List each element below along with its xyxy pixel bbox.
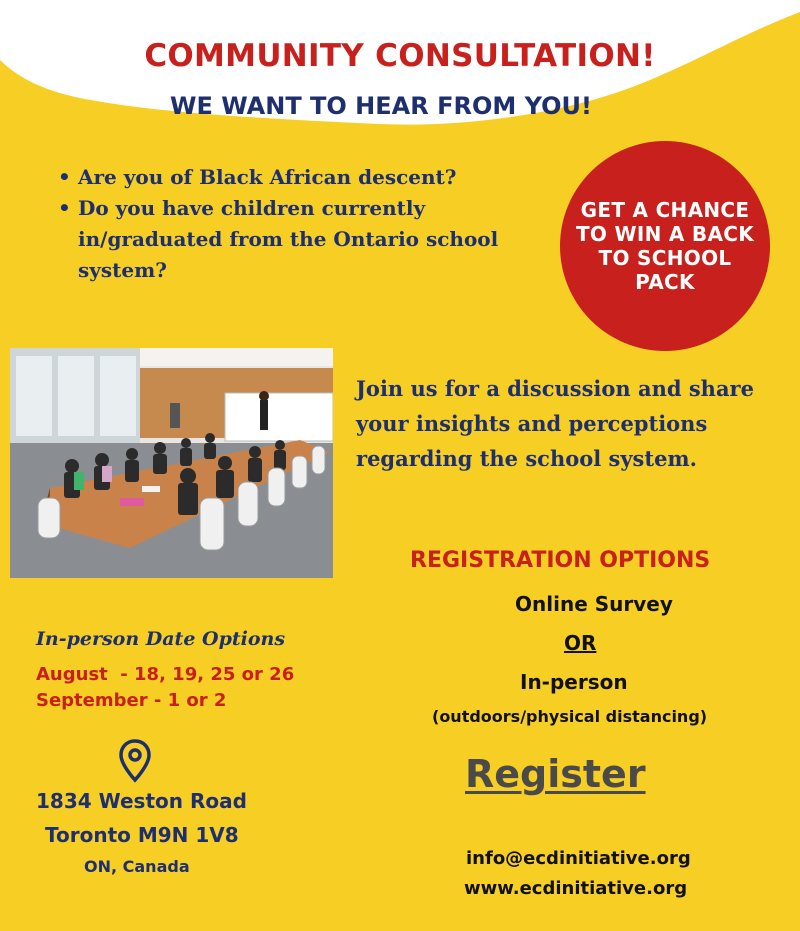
meeting-photo <box>10 348 333 578</box>
option-in-person: In-person <box>520 670 628 694</box>
question-list <box>58 162 558 286</box>
subheadline: WE WANT TO HEAR FROM YOU! <box>170 92 592 120</box>
contact-website[interactable]: www.ecdinitiative.org <box>464 878 688 899</box>
prize-text: GET A CHANCE TO WIN A BACK TO SCHOOL PACK <box>575 198 755 294</box>
option-separator: OR <box>564 631 597 655</box>
contact-email[interactable]: info@ecdinitiative.org <box>466 848 691 869</box>
map-pin-icon <box>117 738 153 784</box>
option-note: (outdoors/physical distancing) <box>432 707 708 726</box>
dates-september: September - 1 or 2 <box>36 690 227 711</box>
registration-heading: REGISTRATION OPTIONS <box>410 548 711 573</box>
question-item: • Are you of Black African descent? <box>58 162 558 193</box>
question-item: • Do you have children currently in/graduated from the Ontario school system? <box>58 193 558 286</box>
meeting-room-illustration <box>10 348 333 578</box>
dates-heading: In-person Date Options <box>36 628 286 650</box>
address-province: ON, Canada <box>84 857 190 876</box>
address-street: 1834 Weston Road <box>36 789 247 813</box>
address-city: Toronto M9N 1V8 <box>45 823 239 847</box>
register-link[interactable]: Register <box>465 752 646 796</box>
prize-badge <box>560 141 770 351</box>
dates-august: August - 18, 19, 25 or 26 <box>36 664 295 685</box>
headline: COMMUNITY CONSULTATION! <box>144 38 656 74</box>
white-wave-shape <box>0 0 800 160</box>
option-online-survey: Online Survey <box>515 592 673 616</box>
invitation-text: Join us for a discussion and share your insights and perceptions regarding the school system. <box>356 376 754 471</box>
